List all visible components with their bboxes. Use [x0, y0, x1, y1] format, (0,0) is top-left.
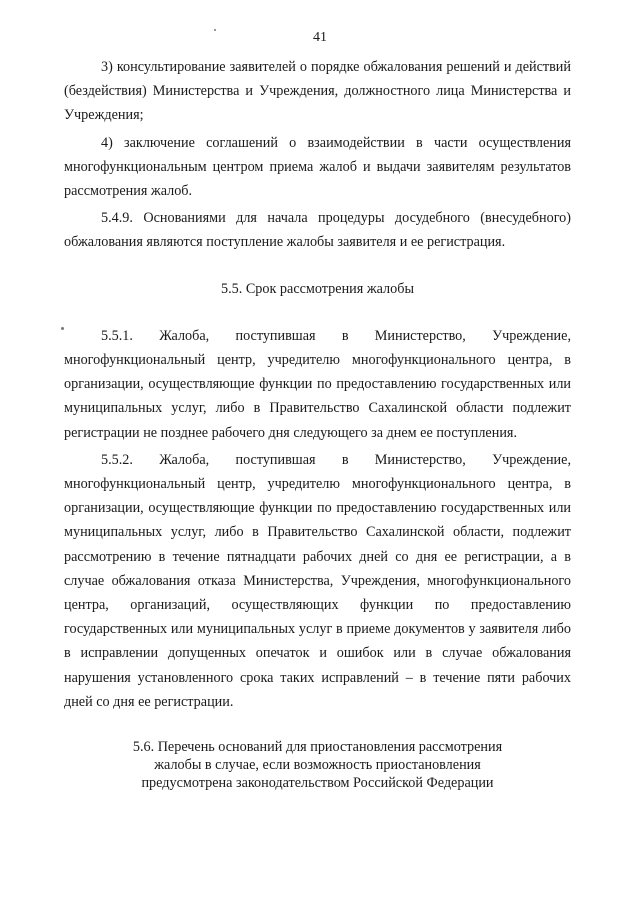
section-heading-5-6-line1: 5.6. Перечень оснований для приостановления рассмотрения — [132, 739, 503, 756]
section-heading-5-6-line2: жалобы в случае, если возможность приостановления — [154, 757, 481, 774]
document-body — [64, 55, 571, 792]
paragraph-5-5-2: 5.5.2. Жалоба, поступившая в Министерство, Учреждение, многофункциональный центр, учредителю многофункционального центра, в организации, осуществляющие функции по предоставлению государственных или муниципальных услуг, либо в Правительство Сахалинской области, подлежит рассмотрению в течение пятнадцати рабочих дней со дня ее регистрации, а в случае обжалования отказа Министерства, Учреждения, многофункционального центра, организаций, осуществляющих функции по предоставлению государственных или муниципальных услуг в приеме документов у заявителя либо в исправлении допущенных опечаток и ошибок или в случае обжалования нарушения установленного срока таких исправлений – в течение пяти рабочих дней со дня ее регистрации. — [64, 451, 571, 710]
section-heading-5-5: 5.5. Срок рассмотрения жалобы — [221, 280, 414, 297]
scan-speck — [61, 327, 64, 330]
paragraph-5-4-9: 5.4.9. Основаниями для начала процедуры досудебного (внесудебного) обжалования являются поступление жалобы заявителя и ее регистрация. — [64, 210, 571, 251]
page-number: 41 — [313, 30, 327, 45]
list-item-3: 3) консультирование заявителей о порядке обжалования решений и действий (бездействия) Министерства и Учреждения, должностного лица Министерства и Учреждения; — [64, 59, 571, 124]
scan-speck — [214, 29, 216, 31]
paragraph-5-5-1: 5.5.1. Жалоба, поступившая в Министерство, Учреждение, многофункциональный центр, учредителю многофункционального центра, в организации, осуществляющие функции по предоставлению государственных или муниципальных услуг, либо в Правительство Сахалинской области подлежит регистрации не позднее рабочего дня следующего за днем ее поступления. — [64, 327, 571, 441]
section-heading-5-6 — [64, 738, 571, 792]
list-item-4: 4) заключение соглашений о взаимодействии в части осуществления многофункциональным центром приема жалоб и выдачи заявителям результатов рассмотрения жалоб. — [64, 134, 571, 200]
section-heading-5-6-line3: предусмотрена законодательством Российской Федерации — [141, 775, 494, 792]
